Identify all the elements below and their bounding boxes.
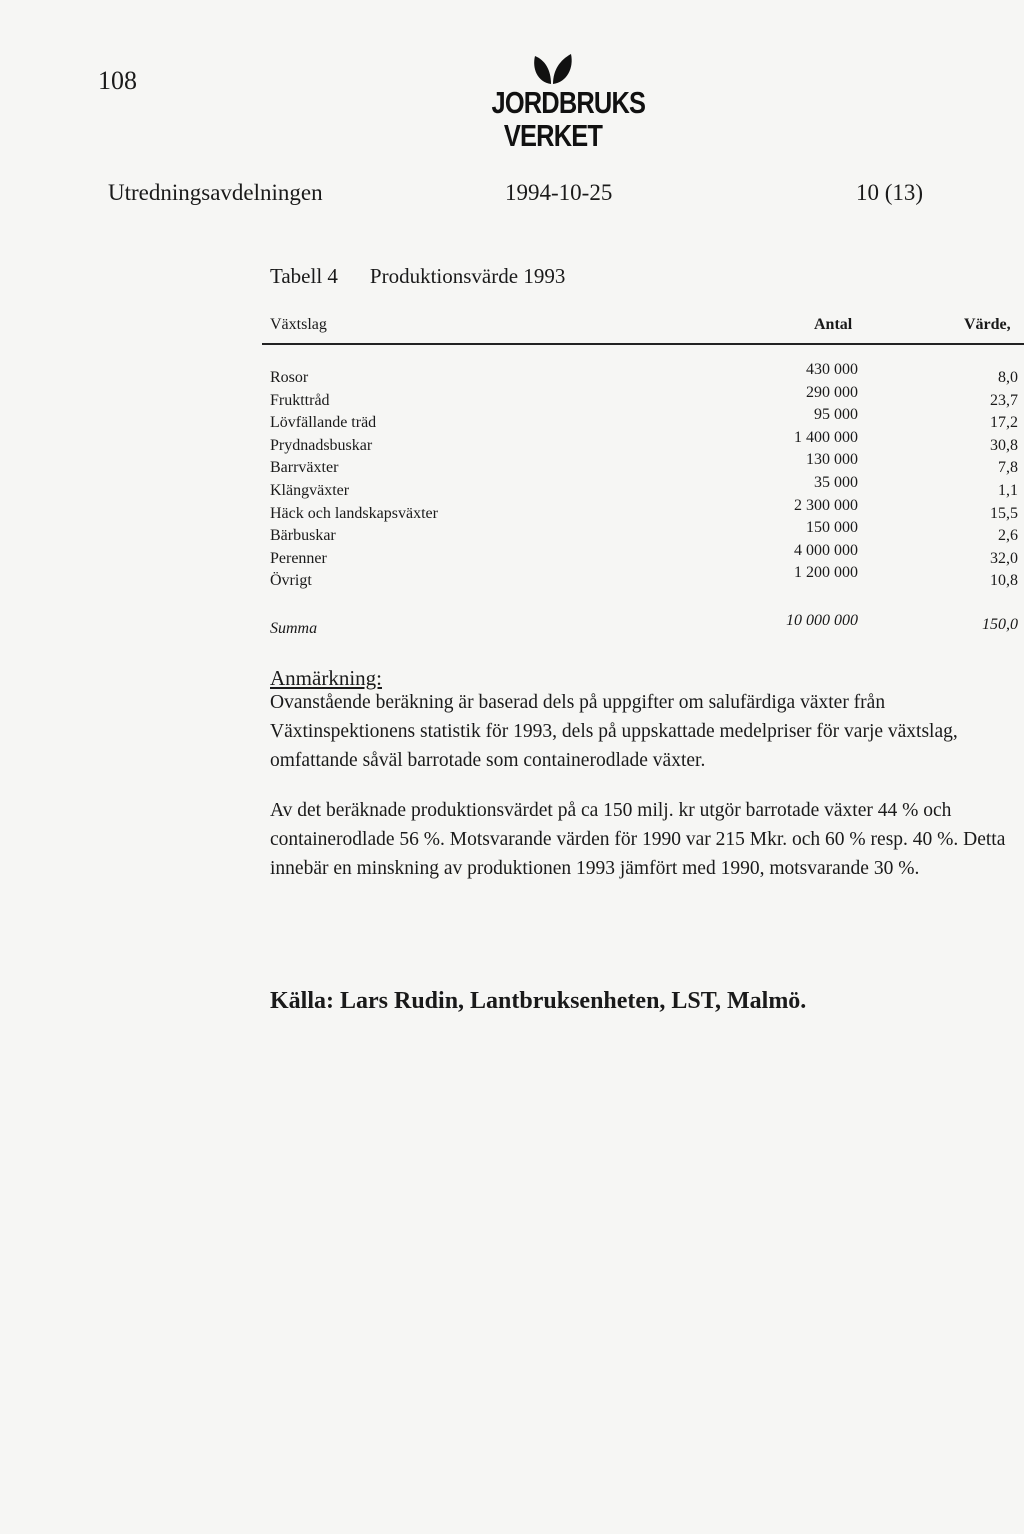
row-name: Perenner xyxy=(270,549,327,567)
total-count: 10 000 000 xyxy=(786,612,858,629)
header-rule xyxy=(262,343,1024,345)
row-name: Övrigt xyxy=(270,572,312,590)
total-value: 150,0 xyxy=(982,616,1018,633)
row-value: 7,8 xyxy=(998,459,1018,477)
table-total-row xyxy=(270,612,1024,642)
row-name: Prydnadsbuskar xyxy=(270,436,373,454)
table-row xyxy=(270,361,1024,384)
table-body xyxy=(270,361,1024,590)
row-name: Lövfällande träd xyxy=(270,414,377,432)
row-value: 32,0 xyxy=(990,549,1018,567)
note-paragraph-2: Av det beräknade produktionsvärdet på ca 150 milj. kr utgör barrotade växter 44 % och containerodlade 56 %. Motsvarande värden för 1990 var 215 Mkr. och 60 % resp. 40 %. Detta innebär en minskning av produktionen 1993 jämfört med 1990, motsvarande 30 %. xyxy=(270,800,1006,879)
row-count: 430 000 xyxy=(806,361,858,378)
table-row xyxy=(270,497,1024,520)
logo-line-1: JORDBRUKS xyxy=(491,85,646,120)
page-reference: 10 (13) xyxy=(856,180,924,205)
note-heading: Anmärkning: xyxy=(270,666,382,690)
note-paragraph-1: Ovanstående beräkning är baserad dels på uppgifter om salufärdiga växter från Växtinspektionens statistik för 1993, dels på uppskattade medelpriser för varje växtslag, omfattande såväl barrotade som containerodlade växter. xyxy=(270,692,958,771)
row-value: 2,6 xyxy=(998,527,1018,545)
column-header-type: Växtslag xyxy=(270,316,327,333)
table-caption xyxy=(270,264,565,289)
column-header-count: Antal xyxy=(814,316,853,333)
row-count: 2 300 000 xyxy=(794,496,858,514)
column-header-value: Värde, xyxy=(964,316,1011,333)
row-value: 30,8 xyxy=(990,436,1018,454)
row-count: 35 000 xyxy=(814,473,858,491)
department-name: Utredningsavdelningen xyxy=(108,180,323,205)
table-label: Tabell 4 xyxy=(270,264,338,288)
row-value: 1,1 xyxy=(998,481,1018,499)
row-count: 290 000 xyxy=(806,383,858,401)
row-count: 130 000 xyxy=(806,451,858,469)
row-count: 95 000 xyxy=(814,406,858,424)
row-name: Rosor xyxy=(270,369,309,386)
row-name: Klängväxter xyxy=(270,481,350,499)
table-row xyxy=(270,451,1024,477)
page-number: 108 xyxy=(98,66,137,95)
table-row xyxy=(270,564,1024,590)
row-name: Frukttråd xyxy=(270,391,330,409)
leaf-icon xyxy=(531,52,575,86)
logo-line-2: VERKET xyxy=(503,118,603,153)
row-name: Bärbuskar xyxy=(270,527,336,545)
table-row xyxy=(270,519,1024,545)
row-count: 1 200 000 xyxy=(794,564,858,582)
row-count: 150 000 xyxy=(806,519,858,537)
table-row xyxy=(270,384,1024,407)
table-title: Produktionsvärde 1993 xyxy=(369,264,566,288)
row-value: 15,5 xyxy=(990,504,1018,522)
row-value: 10,8 xyxy=(990,572,1018,590)
row-value: 8,0 xyxy=(998,369,1018,386)
source-line: Källa: Lars Rudin, Lantbruksenheten, LST, Malmö. xyxy=(270,988,807,1014)
row-name: Häck och landskapsväxter xyxy=(270,504,438,522)
document-date: 1994-10-25 xyxy=(505,180,613,205)
total-label: Summa xyxy=(270,620,318,637)
table-row xyxy=(270,429,1024,452)
table-row xyxy=(270,406,1024,432)
row-count: 4 000 000 xyxy=(794,541,858,559)
row-count: 1 400 000 xyxy=(794,428,858,446)
row-value: 23,7 xyxy=(990,391,1018,409)
table-row xyxy=(270,542,1024,565)
jordbruksverket-logo xyxy=(478,52,646,153)
table-row xyxy=(270,474,1024,497)
row-name: Barrväxter xyxy=(270,459,339,477)
row-value: 17,2 xyxy=(990,414,1018,432)
